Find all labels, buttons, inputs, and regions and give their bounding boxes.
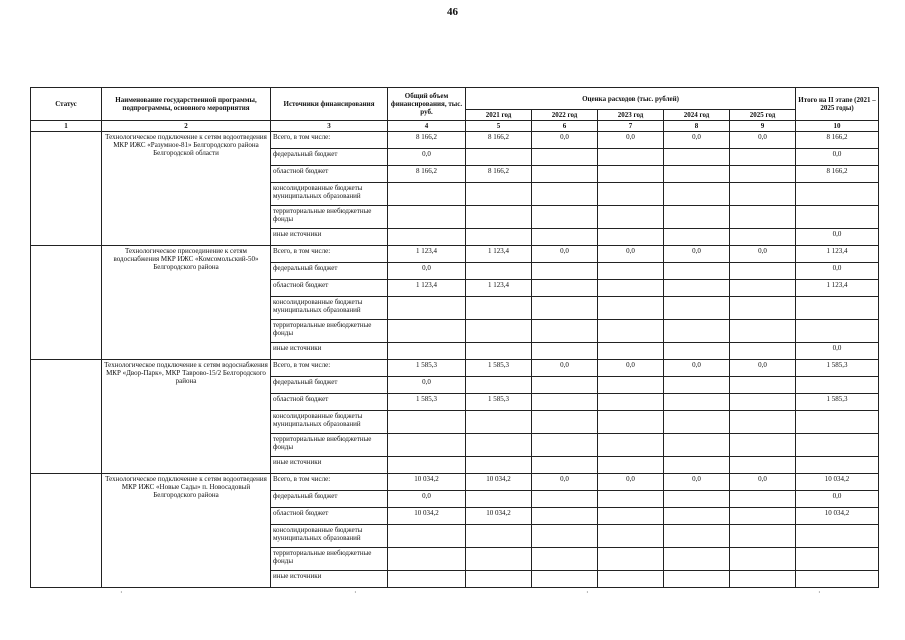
value-cell-y2023 (598, 434, 664, 457)
value-cell-y2022 (532, 183, 598, 206)
value-cell-y2024 (664, 411, 730, 434)
value-cell-y2021 (466, 320, 532, 343)
value-cell-y2023 (598, 166, 664, 183)
value-cell-total (388, 411, 466, 434)
value-cell-y2024: 0,0 (664, 132, 730, 149)
program-name-cell: Технологическое подключение к сетям водоотведения МКР ИЖС «Новые Сады» п. Новосадовый Белгородского района (102, 474, 271, 588)
source-cell: областной бюджет (271, 166, 388, 183)
value-cell-y2021 (466, 229, 532, 246)
value-cell-total (388, 571, 466, 588)
value-cell-stage: 1 123,4 (796, 246, 879, 263)
value-cell-y2022 (532, 525, 598, 548)
value-cell-total (388, 434, 466, 457)
status-cell (31, 132, 102, 246)
header-year-2021: 2021 год (466, 110, 532, 121)
header-program: Наименование государственной программы, подпрограммы, основного мероприятия (102, 88, 271, 121)
value-cell-y2025 (730, 183, 796, 206)
value-cell-y2024 (664, 508, 730, 525)
header-estimate: Оценка расходов (тыс. рублей) (466, 88, 796, 110)
value-cell-y2023 (598, 394, 664, 411)
header-year-2025: 2025 год (730, 110, 796, 121)
value-cell-y2021 (466, 548, 532, 571)
value-cell-y2024: 0,0 (664, 246, 730, 263)
value-cell-stage (796, 183, 879, 206)
value-cell-y2021 (466, 377, 532, 394)
value-cell-y2023 (598, 377, 664, 394)
header-stage-total: Итого на II этапе (2021 – 2025 годы) (796, 88, 879, 121)
source-cell: консолидированные бюджеты муниципальных образований (271, 297, 388, 320)
column-index: 4 (388, 121, 466, 132)
value-cell-y2024 (664, 434, 730, 457)
value-cell-stage (796, 377, 879, 394)
value-cell-y2025: 0,0 (730, 132, 796, 149)
value-cell-y2022 (532, 263, 598, 280)
value-cell-total (388, 183, 466, 206)
value-cell-y2024 (664, 377, 730, 394)
value-cell-y2024 (664, 149, 730, 166)
value-cell-stage (796, 548, 879, 571)
column-index: 10 (796, 121, 879, 132)
value-cell-y2024 (664, 394, 730, 411)
page-number: 46 (447, 6, 458, 18)
value-cell-stage: 0,0 (796, 491, 879, 508)
source-cell: иные источники (271, 229, 388, 246)
status-cell (31, 360, 102, 474)
value-cell-total: 0,0 (388, 491, 466, 508)
source-cell: консолидированные бюджеты муниципальных образований (271, 525, 388, 548)
value-cell-y2023 (598, 183, 664, 206)
value-cell-y2021: 10 034,2 (466, 474, 532, 491)
value-cell-y2022 (532, 343, 598, 360)
value-cell-total (388, 206, 466, 229)
table-body (31, 121, 879, 588)
value-cell-stage (796, 457, 879, 474)
value-cell-y2022 (532, 411, 598, 434)
value-cell-y2024 (664, 263, 730, 280)
value-cell-total (388, 297, 466, 320)
value-cell-y2023 (598, 411, 664, 434)
value-cell-y2025 (730, 166, 796, 183)
value-cell-y2021: 8 166,2 (466, 132, 532, 149)
value-cell-y2022 (532, 434, 598, 457)
source-cell: территориальные внебюджетные фонды (271, 434, 388, 457)
value-cell-total: 1 585,3 (388, 394, 466, 411)
financing-table (30, 87, 879, 588)
value-cell-y2022 (532, 571, 598, 588)
value-cell-y2024 (664, 571, 730, 588)
value-cell-y2021 (466, 525, 532, 548)
source-cell: областной бюджет (271, 394, 388, 411)
table-header (31, 88, 879, 121)
value-cell-y2021 (466, 571, 532, 588)
column-index: 5 (466, 121, 532, 132)
value-cell-total: 1 585,3 (388, 360, 466, 377)
value-cell-total: 1 123,4 (388, 280, 466, 297)
column-index: 3 (271, 121, 388, 132)
value-cell-y2023 (598, 206, 664, 229)
value-cell-y2024 (664, 320, 730, 343)
value-cell-y2023 (598, 149, 664, 166)
value-cell-y2022: 0,0 (532, 132, 598, 149)
value-cell-y2023: 0,0 (598, 474, 664, 491)
value-cell-stage (796, 434, 879, 457)
value-cell-total: 10 034,2 (388, 474, 466, 491)
value-cell-stage: 10 034,2 (796, 474, 879, 491)
value-cell-y2021: 10 034,2 (466, 508, 532, 525)
value-cell-stage: 0,0 (796, 229, 879, 246)
value-cell-stage (796, 571, 879, 588)
table-row (31, 360, 879, 377)
program-name-cell: Технологическое присоединение к сетям водоснабжения МКР ИЖС «Комсомольский-50» Белгородского района (102, 246, 271, 360)
value-cell-total (388, 320, 466, 343)
column-index-row (31, 121, 879, 132)
value-cell-y2022 (532, 280, 598, 297)
value-cell-total (388, 525, 466, 548)
value-cell-y2024 (664, 491, 730, 508)
value-cell-y2023: 0,0 (598, 246, 664, 263)
status-cell (31, 246, 102, 360)
value-cell-y2024: 0,0 (664, 474, 730, 491)
value-cell-y2024 (664, 343, 730, 360)
value-cell-total (388, 229, 466, 246)
header-year-2022: 2022 год (532, 110, 598, 121)
value-cell-y2025: 0,0 (730, 360, 796, 377)
value-cell-stage (796, 411, 879, 434)
column-index: 6 (532, 121, 598, 132)
value-cell-y2025 (730, 394, 796, 411)
value-cell-y2025 (730, 491, 796, 508)
value-cell-y2021 (466, 263, 532, 280)
scan-mark: · (354, 588, 357, 597)
program-name-cell: Технологическое подключение к сетям водоотведения МКР ИЖС «Разумное-81» Белгородского района Белгородской области (102, 132, 271, 246)
value-cell-y2025 (730, 320, 796, 343)
column-index: 8 (664, 121, 730, 132)
header-total: Общий объем финансирования, тыс. руб. (388, 88, 466, 121)
table-row (31, 132, 879, 149)
source-cell: иные источники (271, 457, 388, 474)
value-cell-y2023 (598, 280, 664, 297)
value-cell-y2024 (664, 297, 730, 320)
value-cell-total: 0,0 (388, 149, 466, 166)
source-cell: консолидированные бюджеты муниципальных образований (271, 183, 388, 206)
column-index: 2 (102, 121, 271, 132)
value-cell-total: 0,0 (388, 377, 466, 394)
value-cell-y2025 (730, 297, 796, 320)
value-cell-y2023 (598, 457, 664, 474)
status-cell (31, 474, 102, 588)
value-cell-stage: 1 585,3 (796, 360, 879, 377)
value-cell-y2024: 0,0 (664, 360, 730, 377)
value-cell-y2021: 8 166,2 (466, 166, 532, 183)
value-cell-y2022 (532, 457, 598, 474)
value-cell-stage (796, 297, 879, 320)
source-cell: федеральный бюджет (271, 263, 388, 280)
source-cell: федеральный бюджет (271, 149, 388, 166)
source-cell: консолидированные бюджеты муниципальных образований (271, 411, 388, 434)
value-cell-y2025: 0,0 (730, 246, 796, 263)
source-cell: территориальные внебюджетные фонды (271, 320, 388, 343)
value-cell-y2021 (466, 343, 532, 360)
value-cell-y2023 (598, 525, 664, 548)
value-cell-y2021 (466, 457, 532, 474)
scan-mark: · (586, 588, 589, 597)
value-cell-y2023 (598, 263, 664, 280)
value-cell-total (388, 343, 466, 360)
value-cell-y2021 (466, 183, 532, 206)
value-cell-y2023: 0,0 (598, 360, 664, 377)
source-cell: Всего, в том числе: (271, 246, 388, 263)
value-cell-y2021: 1 123,4 (466, 280, 532, 297)
value-cell-y2025 (730, 411, 796, 434)
header-year-2023: 2023 год (598, 110, 664, 121)
value-cell-y2024 (664, 525, 730, 548)
value-cell-y2021: 1 585,3 (466, 360, 532, 377)
value-cell-stage (796, 525, 879, 548)
value-cell-y2025 (730, 343, 796, 360)
value-cell-y2023 (598, 508, 664, 525)
value-cell-y2021 (466, 206, 532, 229)
value-cell-y2022 (532, 297, 598, 320)
value-cell-stage: 0,0 (796, 263, 879, 280)
header-sources: Источники финансирования (271, 88, 388, 121)
source-cell: федеральный бюджет (271, 377, 388, 394)
value-cell-y2024 (664, 206, 730, 229)
value-cell-y2024 (664, 166, 730, 183)
source-cell: федеральный бюджет (271, 491, 388, 508)
program-name-cell: Технологическое подключение к сетям водоснабжения МКР «Двор-Парк», МКР Таврово-15/2 Белгородского района (102, 360, 271, 474)
value-cell-y2025 (730, 525, 796, 548)
column-index: 1 (31, 121, 102, 132)
table-row (31, 246, 879, 263)
value-cell-y2025 (730, 377, 796, 394)
value-cell-y2025 (730, 571, 796, 588)
value-cell-stage: 1 585,3 (796, 394, 879, 411)
value-cell-y2021 (466, 411, 532, 434)
scan-mark: · (120, 588, 123, 597)
value-cell-total: 8 166,2 (388, 166, 466, 183)
column-index: 7 (598, 121, 664, 132)
value-cell-y2021 (466, 297, 532, 320)
value-cell-total: 0,0 (388, 263, 466, 280)
value-cell-y2022 (532, 149, 598, 166)
value-cell-y2022 (532, 394, 598, 411)
value-cell-y2025 (730, 508, 796, 525)
value-cell-y2025 (730, 149, 796, 166)
value-cell-y2023 (598, 548, 664, 571)
source-cell: иные источники (271, 343, 388, 360)
value-cell-y2022 (532, 166, 598, 183)
source-cell: областной бюджет (271, 280, 388, 297)
value-cell-y2024 (664, 183, 730, 206)
source-cell: областной бюджет (271, 508, 388, 525)
value-cell-y2022 (532, 508, 598, 525)
value-cell-y2022: 0,0 (532, 246, 598, 263)
value-cell-y2022 (532, 320, 598, 343)
value-cell-total (388, 548, 466, 571)
value-cell-y2023 (598, 491, 664, 508)
value-cell-stage: 1 123,4 (796, 280, 879, 297)
value-cell-y2022: 0,0 (532, 474, 598, 491)
value-cell-y2021 (466, 491, 532, 508)
value-cell-stage (796, 320, 879, 343)
header-status: Статус (31, 88, 102, 121)
value-cell-y2025 (730, 280, 796, 297)
source-cell: территориальные внебюджетные фонды (271, 548, 388, 571)
value-cell-y2023 (598, 571, 664, 588)
scan-mark: · (818, 588, 821, 597)
value-cell-stage: 8 166,2 (796, 166, 879, 183)
value-cell-y2021 (466, 434, 532, 457)
value-cell-stage: 8 166,2 (796, 132, 879, 149)
value-cell-y2022: 0,0 (532, 360, 598, 377)
value-cell-y2023 (598, 297, 664, 320)
value-cell-y2025 (730, 548, 796, 571)
value-cell-y2023 (598, 229, 664, 246)
value-cell-y2022 (532, 229, 598, 246)
value-cell-y2024 (664, 457, 730, 474)
value-cell-total: 8 166,2 (388, 132, 466, 149)
value-cell-stage (796, 206, 879, 229)
header-year-2024: 2024 год (664, 110, 730, 121)
value-cell-y2023: 0,0 (598, 132, 664, 149)
source-cell: Всего, в том числе: (271, 132, 388, 149)
column-index: 9 (730, 121, 796, 132)
value-cell-stage: 0,0 (796, 149, 879, 166)
source-cell: Всего, в том числе: (271, 474, 388, 491)
value-cell-y2021 (466, 149, 532, 166)
value-cell-stage: 10 034,2 (796, 508, 879, 525)
value-cell-total: 1 123,4 (388, 246, 466, 263)
value-cell-y2023 (598, 343, 664, 360)
value-cell-total: 10 034,2 (388, 508, 466, 525)
value-cell-y2025 (730, 263, 796, 280)
value-cell-y2022 (532, 491, 598, 508)
value-cell-y2025 (730, 229, 796, 246)
value-cell-total (388, 457, 466, 474)
value-cell-y2025 (730, 434, 796, 457)
value-cell-y2022 (532, 206, 598, 229)
value-cell-y2025 (730, 206, 796, 229)
value-cell-y2022 (532, 548, 598, 571)
value-cell-stage: 0,0 (796, 343, 879, 360)
source-cell: территориальные внебюджетные фонды (271, 206, 388, 229)
value-cell-y2024 (664, 229, 730, 246)
value-cell-y2024 (664, 548, 730, 571)
value-cell-y2025 (730, 457, 796, 474)
value-cell-y2021: 1 585,3 (466, 394, 532, 411)
value-cell-y2024 (664, 280, 730, 297)
source-cell: иные источники (271, 571, 388, 588)
value-cell-y2021: 1 123,4 (466, 246, 532, 263)
value-cell-y2023 (598, 320, 664, 343)
value-cell-y2022 (532, 377, 598, 394)
table-row (31, 474, 879, 491)
source-cell: Всего, в том числе: (271, 360, 388, 377)
value-cell-y2025: 0,0 (730, 474, 796, 491)
